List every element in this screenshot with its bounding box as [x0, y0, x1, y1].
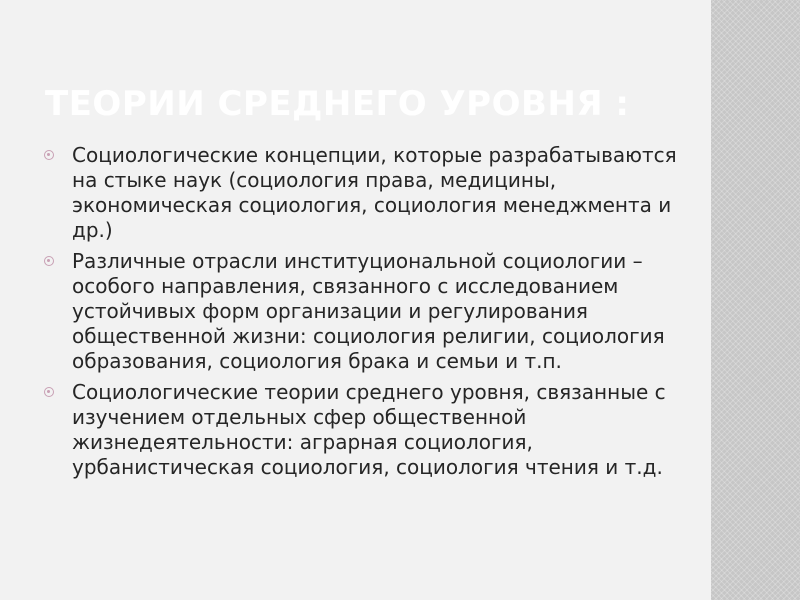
- bullet-text: Социологические концепции, которые разрабатываются на стыке наук (социология права, медицины, экономическая социология, социология менеджмента и др.): [72, 143, 677, 242]
- bullet-item: [44, 380, 699, 480]
- bullet-marker-icon: [44, 150, 54, 160]
- bullet-marker-icon: [44, 256, 54, 266]
- bullet-item: [44, 249, 699, 374]
- bullet-text: Социологические теории среднего уровня, связанные с изучением отдельных сфер общественной жизнедеятельности: аграрная социология, урбанистическая социология, социология чтения и т.д.: [72, 380, 666, 479]
- bullet-item: [44, 143, 699, 243]
- decorative-side-bar: [711, 0, 800, 600]
- bullet-marker-icon: [44, 387, 54, 397]
- bullet-list: [44, 143, 699, 486]
- slide-title: ТЕОРИИ СРЕДНЕГО УРОВНЯ :: [45, 84, 630, 124]
- bullet-text: Различные отрасли институциональной социологии – особого направления, связанного с исследованием устойчивых форм организации и регулирования общественной жизни: социология религии, социология образования, социология брака и семьи и т.п.: [72, 249, 665, 373]
